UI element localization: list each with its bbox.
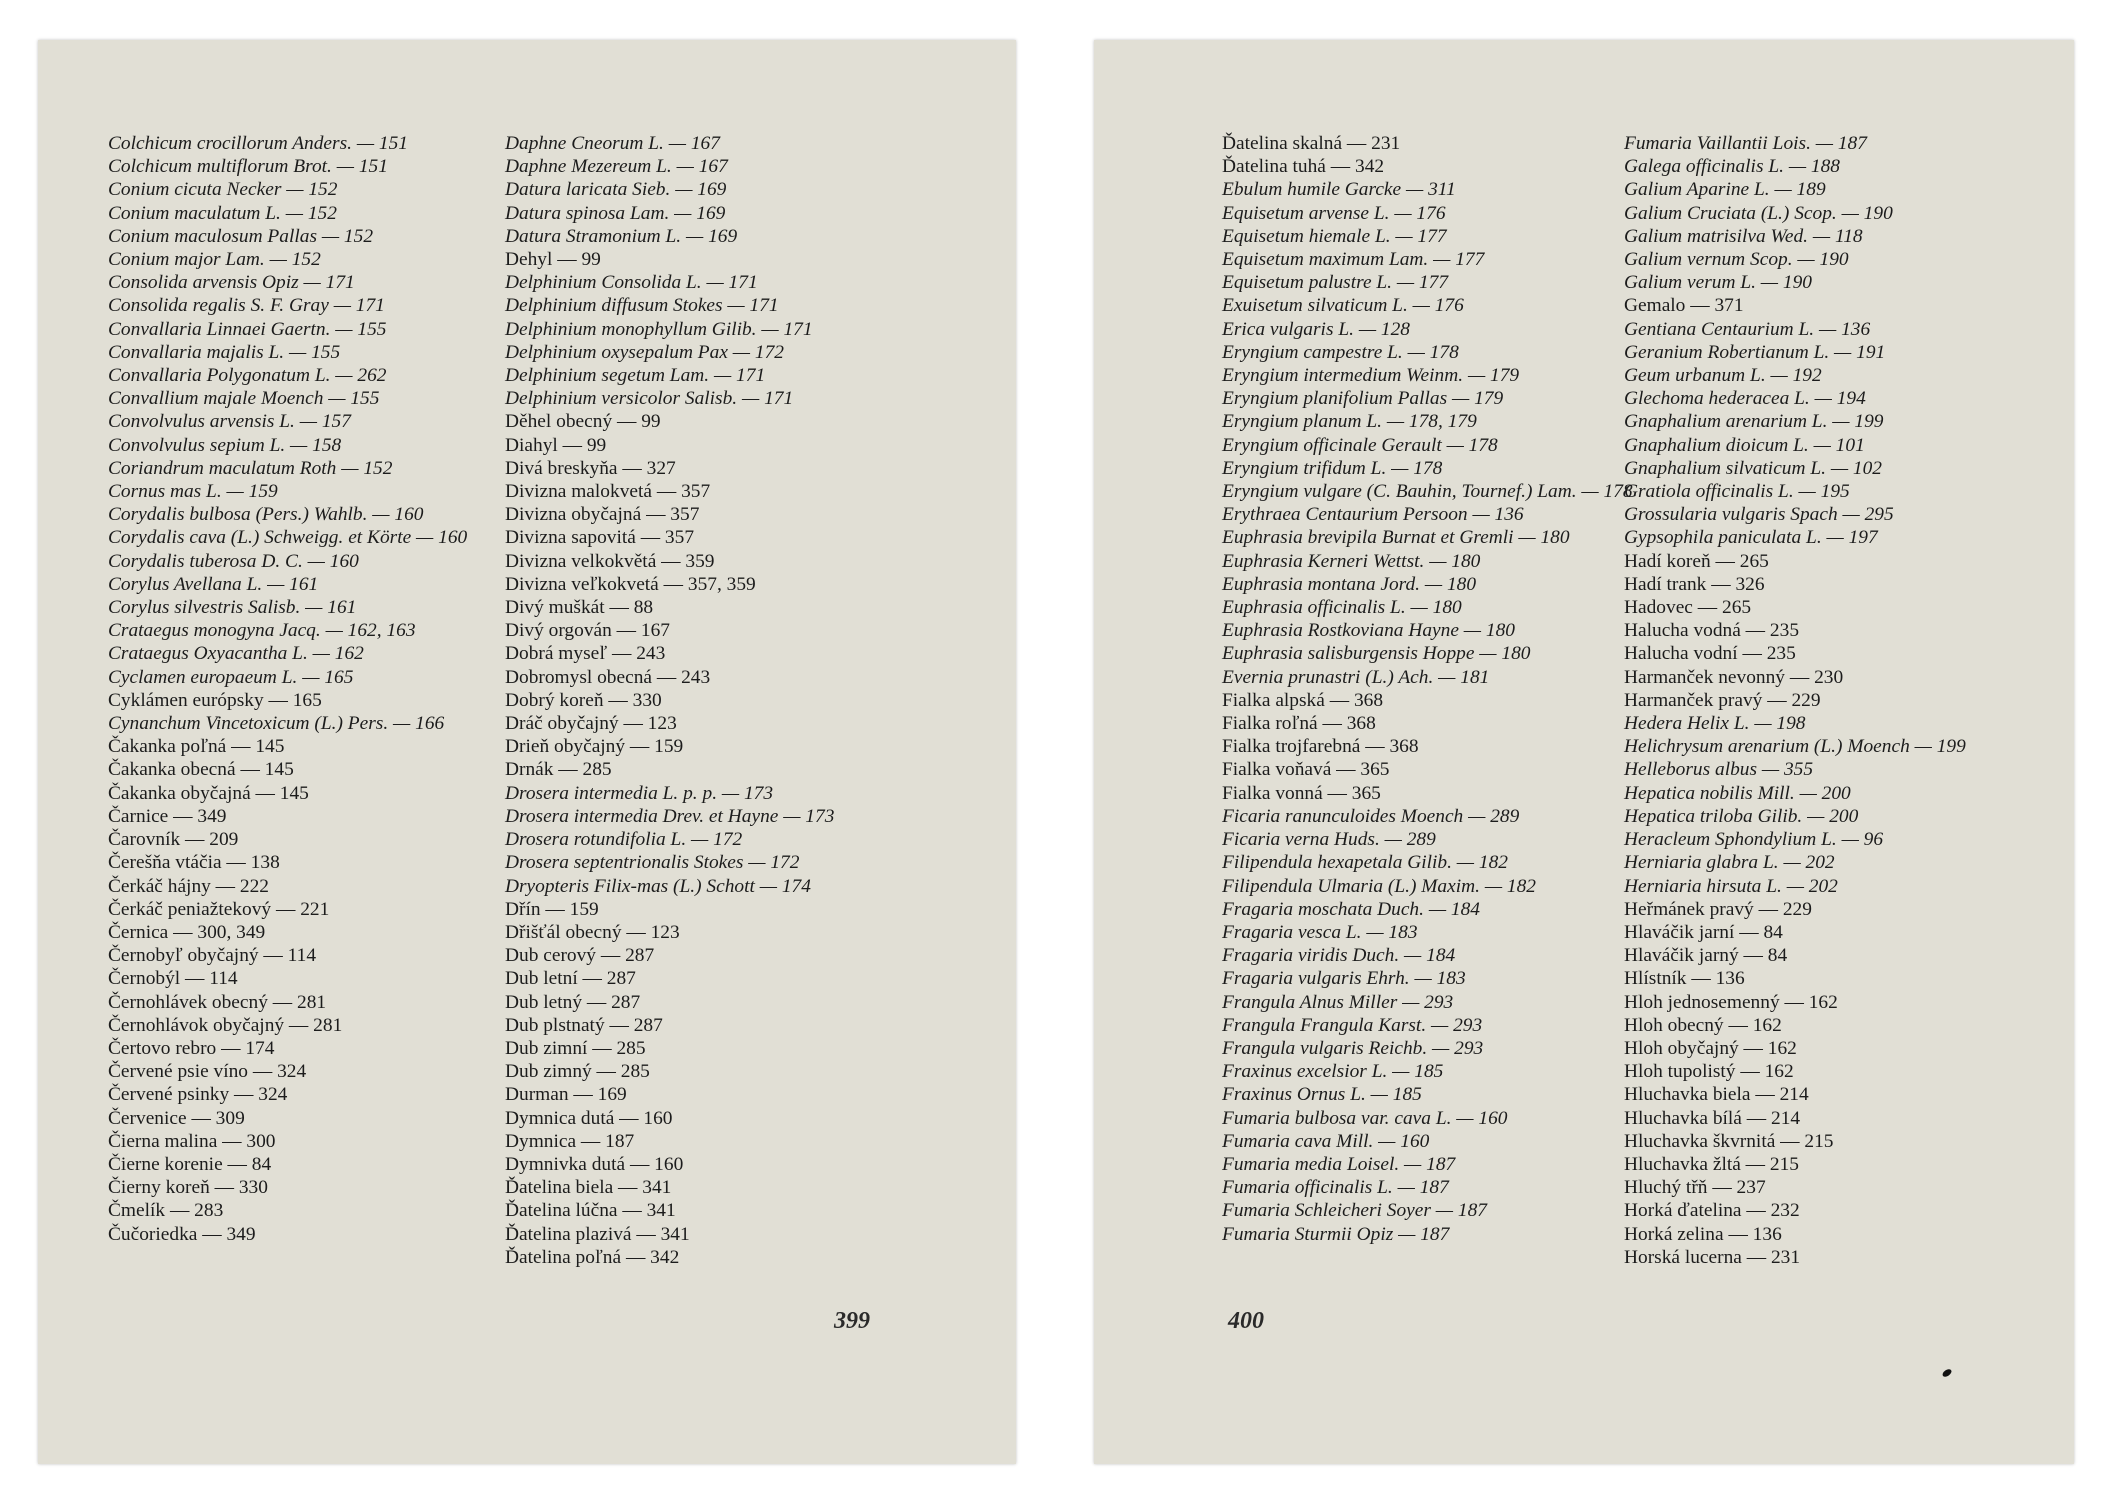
- index-entry: Equisetum maximum Lam. — 177: [1222, 249, 1485, 271]
- index-entry: Hloh tupolistý — 162: [1624, 1061, 1794, 1083]
- index-entry: Čarovník — 209: [108, 829, 239, 851]
- index-entry: Datura Stramonium L. — 169: [505, 225, 738, 247]
- index-entry: Corylus Avellana L. — 161: [108, 573, 319, 595]
- index-column: [1222, 132, 1634, 1246]
- index-entry: Fialka trojfarebná — 368: [1222, 736, 1419, 758]
- index-entry: Hadí trank — 326: [1624, 573, 1765, 595]
- index-entry: Fumaria officinalis L. — 187: [1222, 1177, 1449, 1199]
- index-entry: Dřišťál obecný — 123: [505, 921, 680, 943]
- index-entry: Horská lucerna — 231: [1624, 1246, 1801, 1268]
- index-entry: Cynanchum Vincetoxicum (L.) Pers. — 166: [108, 713, 445, 735]
- index-entry: Harmanček pravý — 229: [1624, 689, 1821, 711]
- index-entry: Crataegus monogyna Jacq. — 162, 163: [108, 620, 416, 642]
- index-entry: Ďatelina lúčna — 341: [505, 1200, 676, 1222]
- index-entry: Herniaria hirsuta L. — 202: [1624, 875, 1838, 897]
- index-entry: Fragaria viridis Duch. — 184: [1222, 945, 1456, 967]
- index-entry: Convolvulus sepium L. — 158: [108, 434, 342, 456]
- index-entry: Drosera intermedia L. p. p. — 173: [505, 782, 774, 804]
- index-entry: Dřín — 159: [505, 898, 599, 920]
- index-column: [505, 132, 930, 1269]
- index-entry: Hedera Helix L. — 198: [1624, 713, 1806, 735]
- index-entry: Frangula Frangula Karst. — 293: [1222, 1014, 1483, 1036]
- index-entry: Conium major Lam. — 152: [108, 249, 321, 271]
- index-entry: Conium maculatum L. — 152: [108, 202, 337, 224]
- index-entry: Galium matrisilva Wed. — 118: [1624, 225, 1863, 247]
- index-entry: Delphinium segetum Lam. — 171: [505, 365, 766, 387]
- index-entry: Fragaria moschata Duch. — 184: [1222, 898, 1480, 920]
- index-entry: Divá breskyňa — 327: [505, 457, 676, 479]
- index-entry: Červené psie víno — 324: [108, 1061, 307, 1083]
- index-entry: Gratiola officinalis L. — 195: [1624, 481, 1850, 503]
- index-entry: Corydalis tuberosa D. C. — 160: [108, 550, 359, 572]
- index-entry: Erica vulgaris L. — 128: [1222, 318, 1410, 340]
- index-entry: Dobrá myseľ — 243: [505, 643, 666, 665]
- index-entry: Drnák — 285: [505, 759, 612, 781]
- index-entry: Equisetum arvense L. — 176: [1222, 202, 1446, 224]
- index-entry: Geranium Robertianum L. — 191: [1624, 341, 1886, 363]
- index-entry: Fumaria Vaillantii Lois. — 187: [1624, 133, 1867, 154]
- index-entry: Daphne Mezereum L. — 167: [505, 156, 728, 178]
- index-entry: Colchicum multiflorum Brot. — 151: [108, 156, 388, 178]
- index-entry: Hloh obecný — 162: [1624, 1014, 1782, 1036]
- index-entry: Conium cicuta Necker — 152: [108, 179, 338, 201]
- index-entry: Fumaria bulbosa var. cava L. — 160: [1222, 1107, 1508, 1129]
- index-entry: Čarnice — 349: [108, 805, 227, 827]
- index-entry: Ďatelina tuhá — 342: [1222, 156, 1385, 178]
- index-entry: Dub zimní — 285: [505, 1037, 646, 1059]
- index-entry: Hluchavka biela — 214: [1624, 1084, 1809, 1106]
- index-entry: Fragaria vulgaris Ehrh. — 183: [1222, 968, 1466, 990]
- index-entry: Corydalis bulbosa (Pers.) Wahlb. — 160: [108, 504, 424, 526]
- index-entry: Gnaphalium silvaticum L. — 102: [1624, 457, 1883, 479]
- index-entry: Harmanček nevonný — 230: [1624, 666, 1844, 688]
- index-entry: Horká zelina — 136: [1624, 1223, 1782, 1245]
- index-entry: Euphrasia Rostkoviana Hayne — 180: [1222, 620, 1515, 642]
- index-entry: Dryopteris Filix-mas (L.) Schott — 174: [505, 875, 811, 897]
- index-entry: Grossularia vulgaris Spach — 295: [1624, 504, 1894, 526]
- index-entry: Dymnivka dutá — 160: [505, 1153, 684, 1175]
- index-entry: Delphinium oxysepalum Pax — 172: [505, 341, 784, 363]
- index-entry: Eryngium campestre L. — 178: [1222, 341, 1459, 363]
- index-entry: Erythraea Centaurium Persoon — 136: [1222, 504, 1524, 526]
- index-entry: Čakanka obecná — 145: [108, 759, 294, 781]
- left-page: [38, 40, 1016, 1464]
- index-entry: Hadovec — 265: [1624, 597, 1752, 619]
- index-entry: Hlaváčik jarní — 84: [1624, 921, 1783, 943]
- index-entry: Galium vernum Scop. — 190: [1624, 249, 1849, 271]
- index-entry: Drieň obyčajný — 159: [505, 736, 684, 758]
- index-entry: Divý muškát — 88: [505, 597, 654, 619]
- index-entry: Ďatelina skalná — 231: [1222, 133, 1401, 154]
- index-entry: Fraxinus excelsior L. — 185: [1222, 1061, 1444, 1083]
- index-entry: Horká ďatelina — 232: [1624, 1200, 1800, 1222]
- index-entry: Colchicum crocillorum Anders. — 151: [108, 133, 408, 154]
- index-entry: Consolida regalis S. F. Gray — 171: [108, 295, 385, 317]
- index-entry: Heracleum Sphondylium L. — 96: [1624, 829, 1884, 851]
- index-entry: Červené psinky — 324: [108, 1084, 288, 1106]
- index-entry: Frangula Alnus Miller — 293: [1222, 991, 1454, 1013]
- page-number: 400: [1228, 1308, 1264, 1334]
- index-entry: Hluchý třň — 237: [1624, 1177, 1766, 1199]
- index-entry: Ficaria ranunculoides Moench — 289: [1222, 805, 1520, 827]
- index-entry: Hlaváčik jarný — 84: [1624, 945, 1788, 967]
- index-entry: Fumaria Schleicheri Soyer — 187: [1222, 1200, 1487, 1222]
- index-entry: Drosera rotundifolia L. — 172: [505, 829, 743, 851]
- index-entry: Eryngium planifolium Pallas — 179: [1222, 388, 1504, 410]
- index-entry: Corydalis cava (L.) Schweigg. et Körte — 160: [108, 527, 468, 549]
- index-entry: Hluchavka bílá — 214: [1624, 1107, 1801, 1129]
- index-entry: Fialka alpská — 368: [1222, 689, 1384, 711]
- index-entry: Divizna velkokvětá — 359: [505, 550, 715, 572]
- index-entry: Convallaria Linnaei Gaertn. — 155: [108, 318, 387, 340]
- index-column: [1624, 132, 2044, 1269]
- index-entry: Fumaria media Loisel. — 187: [1222, 1153, 1456, 1175]
- index-entry: Evernia prunastri (L.) Ach. — 181: [1222, 666, 1490, 688]
- index-entry: Eryngium planum L. — 178, 179: [1222, 411, 1477, 433]
- index-entry: Datura laricata Sieb. — 169: [505, 179, 727, 201]
- index-entry: Černohlávok obyčajný — 281: [108, 1014, 343, 1036]
- index-entry: Drosera septentrionalis Stokes — 172: [505, 852, 800, 874]
- index-entry: Fialka roľná — 368: [1222, 713, 1376, 735]
- index-entry: Eryngium vulgare (C. Bauhin, Tournef.) Lam. — 178: [1222, 481, 1633, 503]
- index-entry: Glechoma hederacea L. — 194: [1624, 388, 1866, 410]
- index-entry: Čierne korenie — 84: [108, 1153, 272, 1175]
- index-entry: Convallaria Polygonatum L. — 262: [108, 365, 387, 387]
- index-entry: Divizna veľkokvetá — 357, 359: [505, 573, 756, 595]
- index-entry: Galium verum L. — 190: [1624, 272, 1812, 294]
- index-entry: Čakanka poľná — 145: [108, 736, 285, 758]
- index-entry: Euphrasia montana Jord. — 180: [1222, 573, 1477, 595]
- index-column: [108, 132, 510, 1246]
- index-entry: Čerešňa vtáčia — 138: [108, 852, 280, 874]
- index-entry: Euphrasia salisburgensis Hoppe — 180: [1222, 643, 1531, 665]
- index-entry: Daphne Cneorum L. — 167: [505, 133, 720, 154]
- index-entry: Hloh obyčajný — 162: [1624, 1037, 1797, 1059]
- index-entry: Čučoriedka — 349: [108, 1223, 256, 1245]
- index-entry: Exuisetum silvaticum L. — 176: [1222, 295, 1464, 317]
- index-entry: Equisetum palustre L. — 177: [1222, 272, 1449, 294]
- index-entry: Ficaria verna Huds. — 289: [1222, 829, 1436, 851]
- index-entry: Cornus mas L. — 159: [108, 481, 278, 503]
- index-entry: Drosera intermedia Drev. et Hayne — 173: [505, 805, 835, 827]
- index-entry: Černica — 300, 349: [108, 921, 266, 943]
- index-entry: Gentiana Centaurium L. — 136: [1624, 318, 1871, 340]
- index-entry: Cyklámen európsky — 165: [108, 689, 322, 711]
- index-entry: Delphinium Consolida L. — 171: [505, 272, 758, 294]
- index-entry: Filipendula Ulmaria (L.) Maxim. — 182: [1222, 875, 1536, 897]
- index-entry: Convallium majale Moench — 155: [108, 388, 380, 410]
- index-entry: Divizna sapovitá — 357: [505, 527, 695, 549]
- index-entry: Geum urbanum L. — 192: [1624, 365, 1822, 387]
- index-entry: Euphrasia officinalis L. — 180: [1222, 597, 1462, 619]
- index-entry: Fumaria cava Mill. — 160: [1222, 1130, 1430, 1152]
- index-entry: Dobrý koreň — 330: [505, 689, 662, 711]
- index-entry: Durman — 169: [505, 1084, 627, 1106]
- index-entry: Helichrysum arenarium (L.) Moench — 199: [1624, 736, 1966, 758]
- right-page: [1094, 40, 2074, 1464]
- index-entry: Eryngium intermedium Weinm. — 179: [1222, 365, 1520, 387]
- index-entry: Fumaria Sturmii Opiz — 187: [1222, 1223, 1450, 1245]
- index-entry: Frangula vulgaris Reichb. — 293: [1222, 1037, 1484, 1059]
- index-entry: Gnaphalium arenarium L. — 199: [1624, 411, 1884, 433]
- index-entry: Červenice — 309: [108, 1107, 245, 1129]
- ink-speck: [1941, 1368, 1953, 1379]
- index-entry: Dráč obyčajný — 123: [505, 713, 677, 735]
- index-entry: Delphinium diffusum Stokes — 171: [505, 295, 779, 317]
- index-entry: Euphrasia brevipila Burnat et Gremli — 180: [1222, 527, 1570, 549]
- index-entry: Helleborus albus — 355: [1624, 759, 1814, 781]
- index-entry: Herniaria glabra L. — 202: [1624, 852, 1835, 874]
- index-entry: Dub letný — 287: [505, 991, 641, 1013]
- index-entry: Hluchavka škvrnitá — 215: [1624, 1130, 1834, 1152]
- index-entry: Dub cerový — 287: [505, 945, 655, 967]
- index-entry: Dub zimný — 285: [505, 1061, 650, 1083]
- index-entry: Fialka voňavá — 365: [1222, 759, 1390, 781]
- index-entry: Dehyl — 99: [505, 249, 601, 271]
- index-entry: Datura spinosa Lam. — 169: [505, 202, 726, 224]
- index-entry: Fialka vonná — 365: [1222, 782, 1381, 804]
- index-entry: Equisetum hiemale L. — 177: [1222, 225, 1447, 247]
- index-entry: Divizna obyčajná — 357: [505, 504, 700, 526]
- index-entry: Crataegus Oxyacantha L. — 162: [108, 643, 364, 665]
- index-entry: Ebulum humile Garcke — 311: [1222, 179, 1456, 201]
- index-entry: Delphinium monophyllum Gilib. — 171: [505, 318, 813, 340]
- index-entry: Hepatica nobilis Mill. — 200: [1624, 782, 1851, 804]
- index-entry: Čierny koreň — 330: [108, 1177, 268, 1199]
- index-entry: Euphrasia Kerneri Wettst. — 180: [1222, 550, 1481, 572]
- page-number: 399: [834, 1308, 870, 1334]
- index-entry: Galium Cruciata (L.) Scop. — 190: [1624, 202, 1893, 224]
- index-entry: Hlístník — 136: [1624, 968, 1745, 990]
- index-entry: Delphinium versicolor Salisb. — 171: [505, 388, 794, 410]
- index-entry: Děhel obecný — 99: [505, 411, 661, 433]
- index-entry: Čakanka obyčajná — 145: [108, 782, 309, 804]
- index-entry: Ďatelina poľná — 342: [505, 1246, 680, 1268]
- index-entry: Divizna malokvetá — 357: [505, 481, 711, 503]
- index-entry: Dymnica — 187: [505, 1130, 635, 1152]
- index-entry: Coriandrum maculatum Roth — 152: [108, 457, 393, 479]
- index-entry: Čmelík — 283: [108, 1200, 224, 1222]
- index-entry: Černobyľ obyčajný — 114: [108, 945, 317, 967]
- index-entry: Čerkáč peniažtekový — 221: [108, 898, 330, 920]
- index-entry: Dobromysl obecná — 243: [505, 666, 711, 688]
- index-entry: Conium maculosum Pallas — 152: [108, 225, 374, 247]
- index-entry: Halucha vodní — 235: [1624, 643, 1796, 665]
- index-entry: Černobýl — 114: [108, 968, 238, 990]
- index-entry: Ďatelina plazivá — 341: [505, 1223, 690, 1245]
- index-entry: Galium Aparine L. — 189: [1624, 179, 1826, 201]
- index-entry: Eryngium officinale Gerault — 178: [1222, 434, 1498, 456]
- index-entry: Eryngium trifidum L. — 178: [1222, 457, 1443, 479]
- index-entry: Hloh jednosemenný — 162: [1624, 991, 1838, 1013]
- index-entry: Heřmánek pravý — 229: [1624, 898, 1812, 920]
- index-entry: Cyclamen europaeum L. — 165: [108, 666, 354, 688]
- index-entry: Convallaria majalis L. — 155: [108, 341, 341, 363]
- index-entry: Gypsophila paniculata L. — 197: [1624, 527, 1878, 549]
- index-entry: Čierna malina — 300: [108, 1130, 276, 1152]
- index-entry: Divý orgován — 167: [505, 620, 670, 642]
- index-entry: Černohlávek obecný — 281: [108, 991, 327, 1013]
- index-entry: Fraxinus Ornus L. — 185: [1222, 1084, 1422, 1106]
- index-entry: Fragaria vesca L. — 183: [1222, 921, 1418, 943]
- index-entry: Halucha vodná — 235: [1624, 620, 1800, 642]
- index-entry: Hepatica triloba Gilib. — 200: [1624, 805, 1859, 827]
- index-entry: Dub letní — 287: [505, 968, 636, 990]
- index-entry: Dymnica dutá — 160: [505, 1107, 673, 1129]
- index-entry: Gemalo — 371: [1624, 295, 1744, 317]
- index-entry: Corylus silvestris Salisb. — 161: [108, 597, 357, 619]
- index-entry: Hadí koreň — 265: [1624, 550, 1769, 572]
- index-entry: Dub plstnatý — 287: [505, 1014, 663, 1036]
- index-entry: Galega officinalis L. — 188: [1624, 156, 1840, 178]
- index-entry: Ďatelina biela — 341: [505, 1177, 672, 1199]
- index-entry: Gnaphalium dioicum L. — 101: [1624, 434, 1865, 456]
- index-entry: Čertovo rebro — 174: [108, 1037, 275, 1059]
- index-entry: Čerkáč hájny — 222: [108, 875, 270, 897]
- index-entry: Convolvulus arvensis L. — 157: [108, 411, 351, 433]
- index-entry: Filipendula hexapetala Gilib. — 182: [1222, 852, 1508, 874]
- index-entry: Consolida arvensis Opiz — 171: [108, 272, 355, 294]
- index-entry: Hluchavka žltá — 215: [1624, 1153, 1799, 1175]
- index-entry: Diahyl — 99: [505, 434, 607, 456]
